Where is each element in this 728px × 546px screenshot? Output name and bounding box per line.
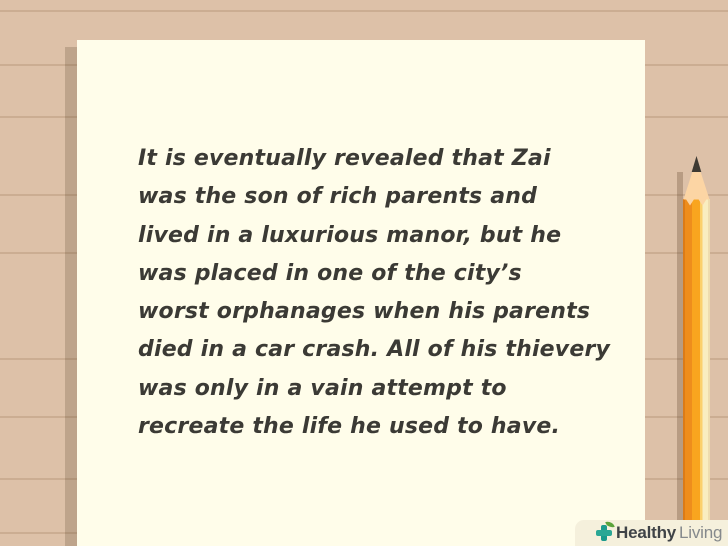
story-line: recreate the life he used to have. [138, 414, 561, 440]
story-line: was placed in one of the city’s [138, 260, 522, 286]
note-paper [77, 40, 645, 546]
pencil-graphite-tip [692, 156, 702, 172]
story-text [77, 40, 645, 446]
story-line: was the son of rich parents and [138, 184, 538, 210]
cross-horizontal-bar [596, 530, 612, 536]
story-line: It is eventually revealed that Zai [138, 146, 551, 171]
story-line: worst orphanages when his parents [138, 299, 591, 325]
story-line: died in a car crash. All of his thievery [138, 337, 611, 363]
pencil-body [683, 199, 710, 546]
healthy-living-badge [575, 520, 728, 546]
story-line: lived in a luxurious manor, but he [138, 222, 562, 248]
story-line: was only in a vain attempt to [138, 375, 507, 401]
brand-name-primary: Healthy [616, 523, 677, 542]
brand-name-secondary: Living [679, 523, 723, 542]
medical-cross-leaf-icon [596, 525, 612, 541]
pencil [683, 156, 710, 546]
table-plank-line [0, 10, 728, 12]
